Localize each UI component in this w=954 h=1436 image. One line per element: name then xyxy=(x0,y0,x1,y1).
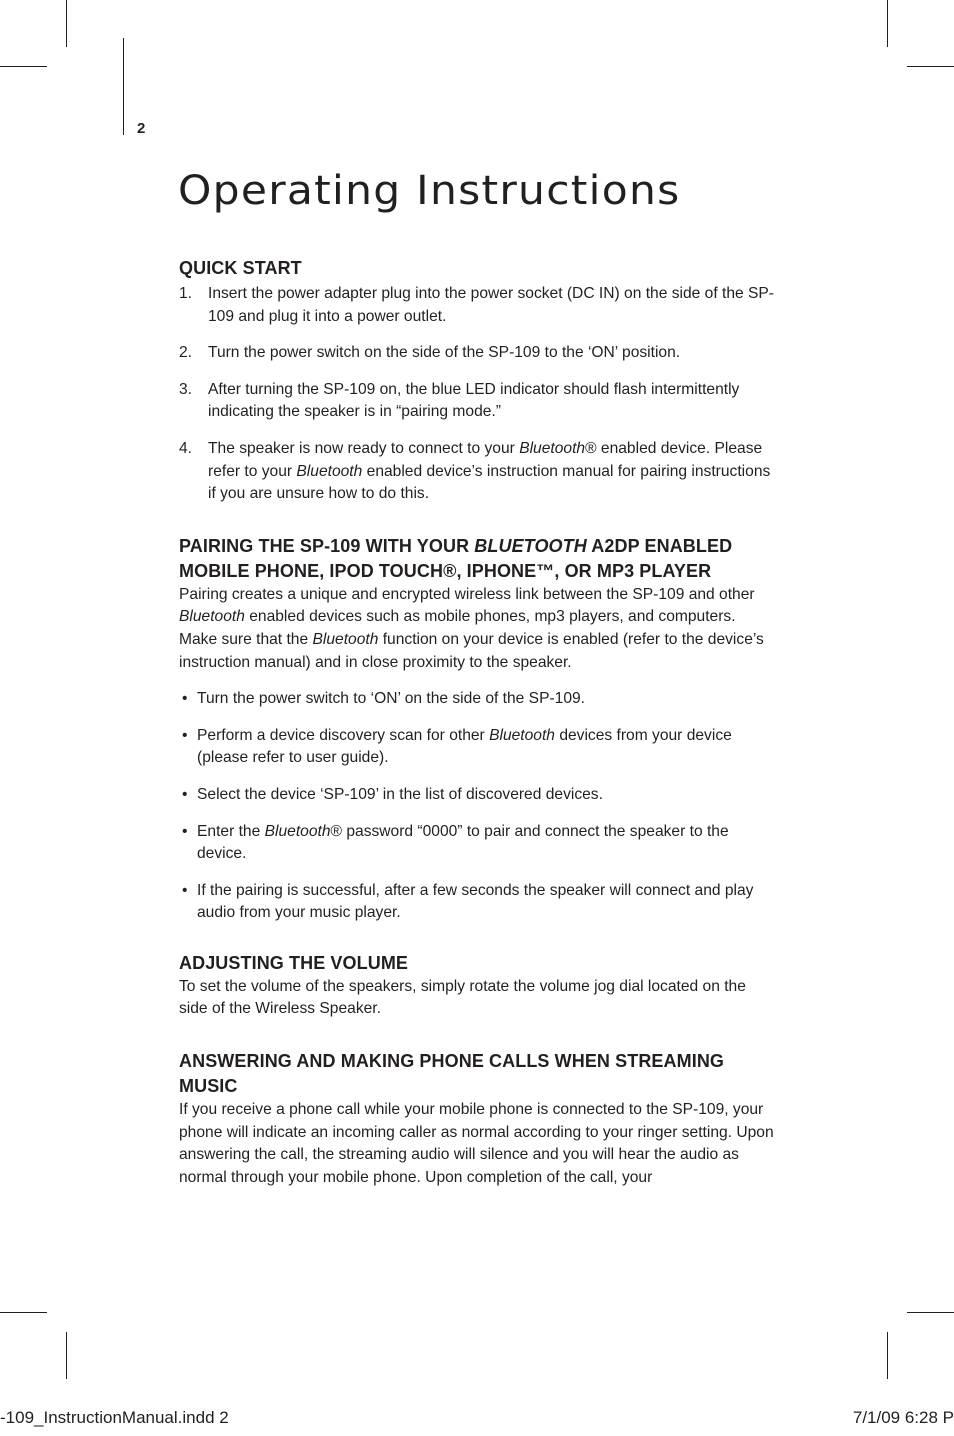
crop-mark xyxy=(887,1332,888,1379)
list-item xyxy=(179,438,777,506)
pairing-intro: Pairing creates a unique and encrypted wireless link between the SP-109 and other Bluetooth enabled devices such as mobile phones, mp3 players, and computers. Make sure that the Bluetooth function on your device is enabled (refer to the device’s instruction manual) and in close proximity to the speaker. xyxy=(179,585,764,671)
step-text: After turning the SP-109 on, the blue LED indicator should flash intermittently indicating the speaker is in “pairing mode.” xyxy=(208,380,740,421)
step-number: 4. xyxy=(179,439,193,457)
crop-mark xyxy=(0,1312,47,1313)
calls-section xyxy=(179,1049,777,1189)
list-item: • Perform a device discovery scan for other Bluetooth devices from your device (please refer to user guide). xyxy=(182,726,732,767)
list-item: • Select the device ‘SP-109’ in the list of discovered devices. xyxy=(182,785,603,803)
step-number: 2. xyxy=(179,344,193,362)
crop-mark xyxy=(0,66,47,67)
list-item: • Enter the Bluetooth® password “0000” to pair and connect the speaker to the device. xyxy=(182,822,729,863)
quick-start-section xyxy=(179,256,777,506)
list-item: • If the pairing is successful, after a few seconds the speaker will connect and play audio from your music player. xyxy=(182,881,754,922)
crop-mark xyxy=(907,1312,954,1313)
crop-mark xyxy=(887,0,888,47)
volume-section xyxy=(179,951,777,1021)
pairing-section xyxy=(179,534,777,925)
page-title: Operating Instructions xyxy=(178,168,681,214)
step-text: The speaker is now ready to connect to your Bluetooth® enabled device. Please refer to your Bluetooth enabled device’s instruction manual for pairing instructions if you are unsure how to do this. xyxy=(208,439,771,503)
list-item: • Turn the power switch to ‘ON’ on the side of the SP-109. xyxy=(182,690,586,708)
pairing-steps xyxy=(179,688,777,925)
list-item xyxy=(179,379,777,424)
list-item xyxy=(179,283,777,328)
step-text: Insert the power adapter plug into the power socket (DC IN) on the side of the SP-109 and plug it into a power outlet. xyxy=(208,285,775,325)
volume-heading: ADJUSTING THE VOLUME xyxy=(179,952,409,973)
quick-start-heading: QUICK START xyxy=(179,258,302,278)
crop-mark xyxy=(66,0,67,47)
step-text: Turn the power switch on the side of the SP-109 to the ‘ON’ position. xyxy=(208,344,681,362)
file-slug: -109_InstructionManual.indd 2 xyxy=(0,1408,229,1427)
pairing-heading: PAIRING THE SP-109 WITH YOUR BLUETOOTH A2DP ENABLED MOBILE PHONE, IPOD TOUCH®, IPHONE™, OR MP3 PLAYER xyxy=(179,535,733,581)
crop-mark xyxy=(66,1332,67,1379)
page-number: 2 xyxy=(137,120,146,137)
page-content xyxy=(179,256,777,1189)
quick-start-steps xyxy=(179,283,777,506)
step-number: 3. xyxy=(179,380,193,398)
date-slug: 7/1/09 6:28 P xyxy=(852,1408,954,1427)
crop-mark xyxy=(907,66,954,67)
calls-heading: ANSWERING AND MAKING PHONE CALLS WHEN STREAMING MUSIC xyxy=(179,1051,725,1097)
margin-rule xyxy=(123,38,124,135)
list-item xyxy=(179,342,777,365)
calls-text: If you receive a phone call while your mobile phone is connected to the SP-109, your phone will indicate an incoming caller as normal according to your ringer setting. Upon answering the call, the streaming audio will silence and you will hear the audio as normal through your mobile phone. Upon completion of the call, your xyxy=(179,1101,774,1186)
step-number: 1. xyxy=(179,285,193,302)
volume-text: To set the volume of the speakers, simply rotate the volume jog dial located on the side of the Wireless Speaker. xyxy=(179,977,746,1018)
